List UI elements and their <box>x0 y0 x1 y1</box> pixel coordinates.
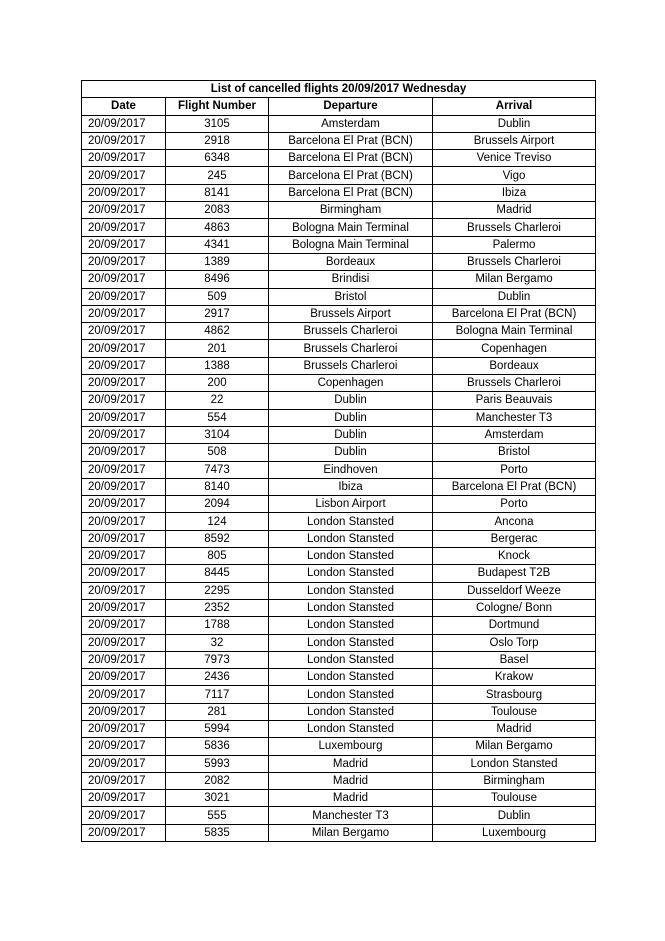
flight-number-cell: 124 <box>166 513 269 530</box>
date-cell: 20/09/2017 <box>82 167 166 184</box>
arrival-cell: Madrid <box>433 202 596 219</box>
flight-number-cell: 245 <box>166 167 269 184</box>
flight-number-cell: 7117 <box>166 686 269 703</box>
date-cell: 20/09/2017 <box>82 461 166 478</box>
flight-number-cell: 8141 <box>166 184 269 201</box>
flight-number-cell: 4863 <box>166 219 269 236</box>
date-cell: 20/09/2017 <box>82 651 166 668</box>
table-row <box>82 720 596 737</box>
date-cell: 20/09/2017 <box>82 219 166 236</box>
flight-number-cell: 5836 <box>166 738 269 755</box>
date-cell: 20/09/2017 <box>82 305 166 322</box>
table-row <box>82 530 596 547</box>
arrival-cell: Porto <box>433 496 596 513</box>
table-row <box>82 115 596 132</box>
arrival-cell: Luxembourg <box>433 824 596 841</box>
arrival-cell: Dublin <box>433 288 596 305</box>
arrival-cell: Dublin <box>433 807 596 824</box>
date-cell: 20/09/2017 <box>82 530 166 547</box>
arrival-cell: Dortmund <box>433 617 596 634</box>
flight-number-cell: 5993 <box>166 755 269 772</box>
table-row <box>82 271 596 288</box>
flight-number-cell: 7473 <box>166 461 269 478</box>
flight-number-cell: 200 <box>166 375 269 392</box>
arrival-cell: Strasbourg <box>433 686 596 703</box>
table-row <box>82 392 596 409</box>
departure-cell: Brussels Charleroi <box>269 340 433 357</box>
table-row <box>82 167 596 184</box>
flight-number-cell: 509 <box>166 288 269 305</box>
departure-cell: London Stansted <box>269 634 433 651</box>
flight-number-cell: 3105 <box>166 115 269 132</box>
date-cell: 20/09/2017 <box>82 150 166 167</box>
flight-number-cell: 5835 <box>166 824 269 841</box>
column-header-flight-number: Flight Number <box>166 98 269 115</box>
table-row <box>82 565 596 582</box>
arrival-cell: Brussels Charleroi <box>433 375 596 392</box>
arrival-cell: Amsterdam <box>433 426 596 443</box>
flight-number-cell: 32 <box>166 634 269 651</box>
flight-number-cell: 2436 <box>166 669 269 686</box>
table-row <box>82 651 596 668</box>
arrival-cell: Bergerac <box>433 530 596 547</box>
arrival-cell: Cologne/ Bonn <box>433 599 596 616</box>
flight-number-cell: 4862 <box>166 323 269 340</box>
departure-cell: London Stansted <box>269 686 433 703</box>
arrival-cell: Toulouse <box>433 790 596 807</box>
departure-cell: London Stansted <box>269 669 433 686</box>
departure-cell: Amsterdam <box>269 115 433 132</box>
date-cell: 20/09/2017 <box>82 478 166 495</box>
date-cell: 20/09/2017 <box>82 288 166 305</box>
arrival-cell: Milan Bergamo <box>433 271 596 288</box>
departure-cell: London Stansted <box>269 617 433 634</box>
departure-cell: Brussels Airport <box>269 305 433 322</box>
flight-number-cell: 7973 <box>166 651 269 668</box>
date-cell: 20/09/2017 <box>82 253 166 270</box>
table-row <box>82 305 596 322</box>
date-cell: 20/09/2017 <box>82 599 166 616</box>
table-row <box>82 132 596 149</box>
table-row <box>82 184 596 201</box>
arrival-cell: London Stansted <box>433 755 596 772</box>
flight-number-cell: 22 <box>166 392 269 409</box>
departure-cell: Eindhoven <box>269 461 433 478</box>
departure-cell: Bristol <box>269 288 433 305</box>
departure-cell: Dublin <box>269 426 433 443</box>
arrival-cell: Brussels Charleroi <box>433 219 596 236</box>
date-cell: 20/09/2017 <box>82 772 166 789</box>
cancelled-flights-table <box>81 80 596 842</box>
arrival-cell: Madrid <box>433 720 596 737</box>
arrival-cell: Bordeaux <box>433 357 596 374</box>
arrival-cell: Vigo <box>433 167 596 184</box>
date-cell: 20/09/2017 <box>82 496 166 513</box>
table-row <box>82 375 596 392</box>
departure-cell: London Stansted <box>269 513 433 530</box>
date-cell: 20/09/2017 <box>82 617 166 634</box>
date-cell: 20/09/2017 <box>82 184 166 201</box>
table-row <box>82 617 596 634</box>
departure-cell: Barcelona El Prat (BCN) <box>269 184 433 201</box>
date-cell: 20/09/2017 <box>82 755 166 772</box>
arrival-cell: Brussels Airport <box>433 132 596 149</box>
arrival-cell: Palermo <box>433 236 596 253</box>
flight-number-cell: 3104 <box>166 426 269 443</box>
table-row <box>82 253 596 270</box>
date-cell: 20/09/2017 <box>82 357 166 374</box>
flight-number-cell: 2917 <box>166 305 269 322</box>
arrival-cell: Paris Beauvais <box>433 392 596 409</box>
table-title-row <box>82 81 596 98</box>
flight-number-cell: 1388 <box>166 357 269 374</box>
flight-number-cell: 281 <box>166 703 269 720</box>
flight-number-cell: 2082 <box>166 772 269 789</box>
date-cell: 20/09/2017 <box>82 132 166 149</box>
table-row <box>82 738 596 755</box>
flight-number-cell: 2295 <box>166 582 269 599</box>
departure-cell: London Stansted <box>269 582 433 599</box>
date-cell: 20/09/2017 <box>82 824 166 841</box>
date-cell: 20/09/2017 <box>82 392 166 409</box>
flight-number-cell: 2352 <box>166 599 269 616</box>
arrival-cell: Brussels Charleroi <box>433 253 596 270</box>
table-row <box>82 755 596 772</box>
departure-cell: Dublin <box>269 392 433 409</box>
date-cell: 20/09/2017 <box>82 565 166 582</box>
table-row <box>82 461 596 478</box>
table-row <box>82 219 596 236</box>
departure-cell: Barcelona El Prat (BCN) <box>269 167 433 184</box>
flight-number-cell: 554 <box>166 409 269 426</box>
table-row <box>82 202 596 219</box>
column-header-departure: Departure <box>269 98 433 115</box>
date-cell: 20/09/2017 <box>82 669 166 686</box>
date-cell: 20/09/2017 <box>82 686 166 703</box>
arrival-cell: Knock <box>433 548 596 565</box>
flight-number-cell: 5994 <box>166 720 269 737</box>
flight-number-cell: 2918 <box>166 132 269 149</box>
arrival-cell: Ibiza <box>433 184 596 201</box>
table-row <box>82 790 596 807</box>
departure-cell: London Stansted <box>269 651 433 668</box>
arrival-cell: Budapest T2B <box>433 565 596 582</box>
departure-cell: London Stansted <box>269 530 433 547</box>
date-cell: 20/09/2017 <box>82 323 166 340</box>
arrival-cell: Birmingham <box>433 772 596 789</box>
flight-number-cell: 2094 <box>166 496 269 513</box>
arrival-cell: Porto <box>433 461 596 478</box>
arrival-cell: Bologna Main Terminal <box>433 323 596 340</box>
departure-cell: Ibiza <box>269 478 433 495</box>
arrival-cell: Dusseldorf Weeze <box>433 582 596 599</box>
departure-cell: Dublin <box>269 409 433 426</box>
date-cell: 20/09/2017 <box>82 634 166 651</box>
table-row <box>82 807 596 824</box>
arrival-cell: Ancona <box>433 513 596 530</box>
departure-cell: Barcelona El Prat (BCN) <box>269 150 433 167</box>
arrival-cell: Dublin <box>433 115 596 132</box>
date-cell: 20/09/2017 <box>82 807 166 824</box>
departure-cell: Barcelona El Prat (BCN) <box>269 132 433 149</box>
flight-number-cell: 2083 <box>166 202 269 219</box>
date-cell: 20/09/2017 <box>82 375 166 392</box>
arrival-cell: Basel <box>433 651 596 668</box>
departure-cell: Bordeaux <box>269 253 433 270</box>
arrival-cell: Krakow <box>433 669 596 686</box>
flight-number-cell: 6348 <box>166 150 269 167</box>
flight-number-cell: 8445 <box>166 565 269 582</box>
departure-cell: Madrid <box>269 772 433 789</box>
table-row <box>82 409 596 426</box>
date-cell: 20/09/2017 <box>82 738 166 755</box>
table-row <box>82 444 596 461</box>
departure-cell: Bologna Main Terminal <box>269 219 433 236</box>
arrival-cell: Toulouse <box>433 703 596 720</box>
date-cell: 20/09/2017 <box>82 340 166 357</box>
table-row <box>82 669 596 686</box>
departure-cell: Milan Bergamo <box>269 824 433 841</box>
flight-number-cell: 8496 <box>166 271 269 288</box>
column-header-arrival: Arrival <box>433 98 596 115</box>
arrival-cell: Manchester T3 <box>433 409 596 426</box>
date-cell: 20/09/2017 <box>82 720 166 737</box>
table-row <box>82 824 596 841</box>
date-cell: 20/09/2017 <box>82 426 166 443</box>
departure-cell: Madrid <box>269 790 433 807</box>
departure-cell: Copenhagen <box>269 375 433 392</box>
arrival-cell: Bristol <box>433 444 596 461</box>
table-row <box>82 513 596 530</box>
table-title: List of cancelled flights 20/09/2017 Wednesday <box>82 81 596 98</box>
flight-number-cell: 508 <box>166 444 269 461</box>
flight-number-cell: 8592 <box>166 530 269 547</box>
table-row <box>82 357 596 374</box>
flight-number-cell: 555 <box>166 807 269 824</box>
date-cell: 20/09/2017 <box>82 703 166 720</box>
flight-number-cell: 1788 <box>166 617 269 634</box>
departure-cell: London Stansted <box>269 599 433 616</box>
arrival-cell: Copenhagen <box>433 340 596 357</box>
date-cell: 20/09/2017 <box>82 444 166 461</box>
table-row <box>82 703 596 720</box>
departure-cell: Dublin <box>269 444 433 461</box>
arrival-cell: Milan Bergamo <box>433 738 596 755</box>
flight-number-cell: 805 <box>166 548 269 565</box>
date-cell: 20/09/2017 <box>82 202 166 219</box>
arrival-cell: Venice Treviso <box>433 150 596 167</box>
departure-cell: London Stansted <box>269 548 433 565</box>
date-cell: 20/09/2017 <box>82 513 166 530</box>
flight-number-cell: 201 <box>166 340 269 357</box>
departure-cell: Birmingham <box>269 202 433 219</box>
table-row <box>82 236 596 253</box>
date-cell: 20/09/2017 <box>82 271 166 288</box>
flight-number-cell: 4341 <box>166 236 269 253</box>
table-row <box>82 772 596 789</box>
table-row <box>82 323 596 340</box>
departure-cell: Brindisi <box>269 271 433 288</box>
table-row <box>82 288 596 305</box>
departure-cell: Luxembourg <box>269 738 433 755</box>
date-cell: 20/09/2017 <box>82 115 166 132</box>
table-row <box>82 686 596 703</box>
departure-cell: London Stansted <box>269 720 433 737</box>
departure-cell: Brussels Charleroi <box>269 323 433 340</box>
departure-cell: Bologna Main Terminal <box>269 236 433 253</box>
date-cell: 20/09/2017 <box>82 548 166 565</box>
departure-cell: Lisbon Airport <box>269 496 433 513</box>
flight-number-cell: 1389 <box>166 253 269 270</box>
table-row <box>82 478 596 495</box>
date-cell: 20/09/2017 <box>82 582 166 599</box>
flight-number-cell: 3021 <box>166 790 269 807</box>
table-row <box>82 599 596 616</box>
table-row <box>82 340 596 357</box>
arrival-cell: Oslo Torp <box>433 634 596 651</box>
departure-cell: Brussels Charleroi <box>269 357 433 374</box>
arrival-cell: Barcelona El Prat (BCN) <box>433 305 596 322</box>
departure-cell: Madrid <box>269 755 433 772</box>
date-cell: 20/09/2017 <box>82 409 166 426</box>
date-cell: 20/09/2017 <box>82 236 166 253</box>
table-row <box>82 582 596 599</box>
table-row <box>82 426 596 443</box>
date-cell: 20/09/2017 <box>82 790 166 807</box>
departure-cell: Manchester T3 <box>269 807 433 824</box>
arrival-cell: Barcelona El Prat (BCN) <box>433 478 596 495</box>
table-row <box>82 496 596 513</box>
table-row <box>82 150 596 167</box>
departure-cell: London Stansted <box>269 565 433 582</box>
table-row <box>82 548 596 565</box>
table-row <box>82 634 596 651</box>
column-header-date: Date <box>82 98 166 115</box>
flight-number-cell: 8140 <box>166 478 269 495</box>
departure-cell: London Stansted <box>269 703 433 720</box>
table-header-row <box>82 98 596 115</box>
